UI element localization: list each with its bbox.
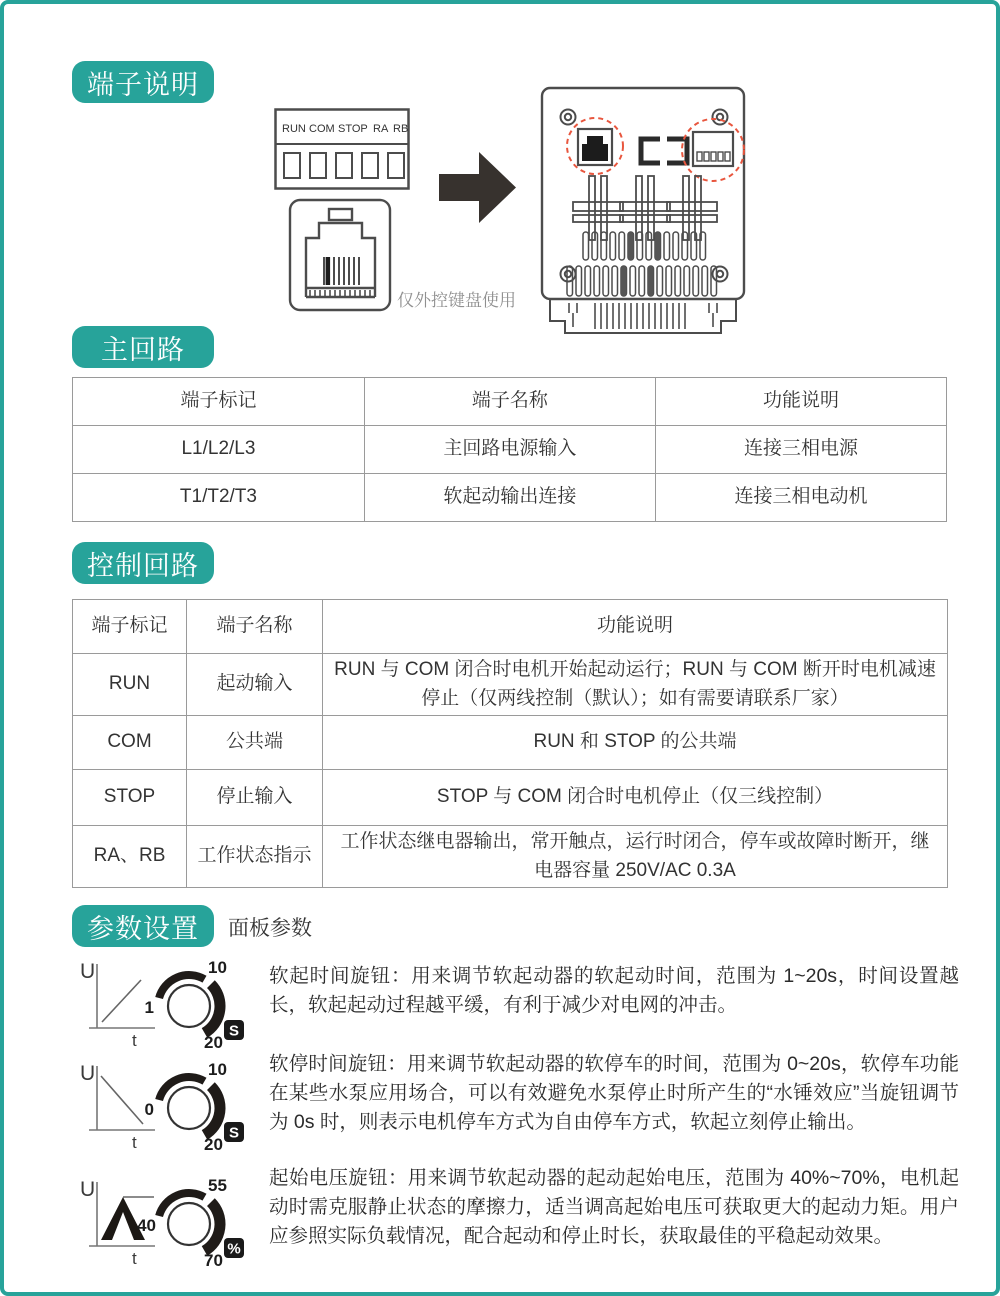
- axis-t-label: t: [132, 1249, 137, 1268]
- terminal-label-run: RUN: [282, 123, 306, 135]
- section-badge-parameter-settings: [72, 905, 214, 947]
- terminal-label-ra: RA: [373, 123, 389, 135]
- terminal-label-stop: STOP: [338, 123, 368, 135]
- col-header: 功能说明: [655, 378, 946, 426]
- knob-max-label: 70: [204, 1251, 223, 1269]
- knob-max-label: 20: [204, 1135, 223, 1153]
- axis-u-label: U: [80, 1178, 96, 1201]
- cell-function: 连接三相电动机: [655, 474, 946, 522]
- col-header: 端子名称: [364, 378, 655, 426]
- table-row: [73, 826, 948, 888]
- cell-function: 连接三相电源: [655, 426, 946, 474]
- soft-start-knob-diagram: [76, 956, 246, 1051]
- table-row: [73, 474, 947, 522]
- badge-label: 控制回路: [87, 550, 199, 581]
- badge-label: 主回路: [101, 334, 185, 365]
- cell-terminal-name: 公共端: [187, 716, 323, 770]
- table-header-row: [73, 600, 948, 654]
- soft-stop-knob-diagram: [76, 1058, 246, 1153]
- badge-label: 端子说明: [87, 69, 199, 100]
- cell-terminal-mark: RUN: [73, 654, 187, 716]
- table-row: [73, 716, 948, 770]
- table-header-row: [73, 378, 947, 426]
- knob-unit-icon: S: [228, 1124, 240, 1142]
- cell-function: RUN 与 COM 闭合时电机开始起动运行；RUN 与 COM 断开时电机减速停止（仅两线控制（默认）；如有需要请联系厂家）: [323, 654, 948, 716]
- cell-function: 工作状态继电器输出，常开触点，运行时闭合，停车或故障时断开，继电器容量 250V/AC 0.3A: [323, 826, 948, 888]
- section-badge-terminal-description: [72, 61, 214, 103]
- cell-terminal-mark: COM: [73, 716, 187, 770]
- table-row: [73, 654, 948, 716]
- arrow-right-icon: [439, 150, 517, 225]
- axis-t-label: t: [132, 1031, 137, 1050]
- fall-curve: [101, 1076, 143, 1124]
- knob-min-label: 40: [137, 1216, 156, 1235]
- knob-mid-label: 55: [208, 1176, 227, 1195]
- table-row: [73, 770, 948, 826]
- main-circuit-table: [72, 377, 947, 522]
- knob-max-label: 20: [204, 1033, 223, 1051]
- terminal-label-com: COM: [309, 123, 335, 135]
- col-header: 端子名称: [187, 600, 323, 654]
- terminal-highlight-circle: [682, 119, 744, 181]
- axis-u-label: U: [80, 1062, 96, 1085]
- knob-min-label: 1: [144, 998, 154, 1017]
- initial-voltage-description: 起始电压旋钮：用来调节软起动器的起动起始电压，范围为 40%~70%，电机起动时需克服静止状态的摩擦力，适当调高起始电压可获取更大的起动力矩。用户应参照实际负载情况，配合起动和停止时长，获取最佳的平稳起动效果。: [269, 1167, 959, 1247]
- rj45-jack-diagram: [287, 197, 393, 313]
- knob-min-label: 0: [144, 1100, 154, 1119]
- knob-dial: [168, 985, 210, 1027]
- soft-start-description: 软起时间旋钮：用来调节软起动器的软起动时间，范围为 1~20s，时间设置越长，软起起动过程越平缓，有利于减少对电网的冲击。: [269, 965, 959, 1016]
- soft-stop-description: 软停时间旋钮：用来调节软起动器的软停车的时间，范围为 0~20s，软停车功能在某些水泵应用场合，可以有效避免水泵停止时所产生的“水锤效应”当旋钮调节为 0s 时，则表示电机停车方式为自由停车方式，软起立刻停止输出。: [269, 1053, 959, 1133]
- cell-terminal-name: 主回路电源输入: [364, 426, 655, 474]
- knob-dial: [168, 1203, 210, 1245]
- cell-terminal-name: 软起动输出连接: [364, 474, 655, 522]
- axis-t-label: t: [132, 1133, 137, 1152]
- cell-function: STOP 与 COM 闭合时电机停止（仅三线控制）: [323, 770, 948, 826]
- knob-mid-label: 10: [208, 1060, 227, 1079]
- rj45-caption: 仅外控键盘使用: [397, 291, 516, 310]
- knob-unit-icon: S: [228, 1022, 240, 1040]
- section-badge-main-circuit: [72, 326, 214, 368]
- device-rear-diagram: [537, 84, 749, 336]
- initial-voltage-knob-diagram: [76, 1174, 246, 1269]
- cell-function: RUN 和 STOP 的公共端: [323, 716, 948, 770]
- section-badge-control-circuit: [72, 542, 214, 584]
- cell-terminal-name: 工作状态指示: [187, 826, 323, 888]
- cell-terminal-mark: STOP: [73, 770, 187, 826]
- cell-terminal-mark: RA、RB: [73, 826, 187, 888]
- cell-terminal-mark: L1/L2/L3: [73, 426, 365, 474]
- knob-unit-icon: %: [227, 1240, 241, 1258]
- rise-curve: [102, 980, 141, 1022]
- cell-terminal-name: 起动输入: [187, 654, 323, 716]
- col-header: 端子标记: [73, 378, 365, 426]
- axis-u-label: U: [80, 960, 96, 983]
- cell-terminal-name: 停止输入: [187, 770, 323, 826]
- knob-mid-label: 10: [208, 958, 227, 977]
- terminal-label-rb: RB: [393, 123, 409, 135]
- col-header: 功能说明: [323, 600, 948, 654]
- cell-terminal-mark: T1/T2/T3: [73, 474, 365, 522]
- table-row: [73, 426, 947, 474]
- col-header: 端子标记: [73, 600, 187, 654]
- badge-label: 参数设置: [87, 913, 199, 944]
- terminal-block-diagram: [274, 108, 410, 190]
- panel-parameters-label: 面板参数: [228, 917, 312, 940]
- knob-dial: [168, 1087, 210, 1129]
- control-circuit-table: [72, 599, 948, 888]
